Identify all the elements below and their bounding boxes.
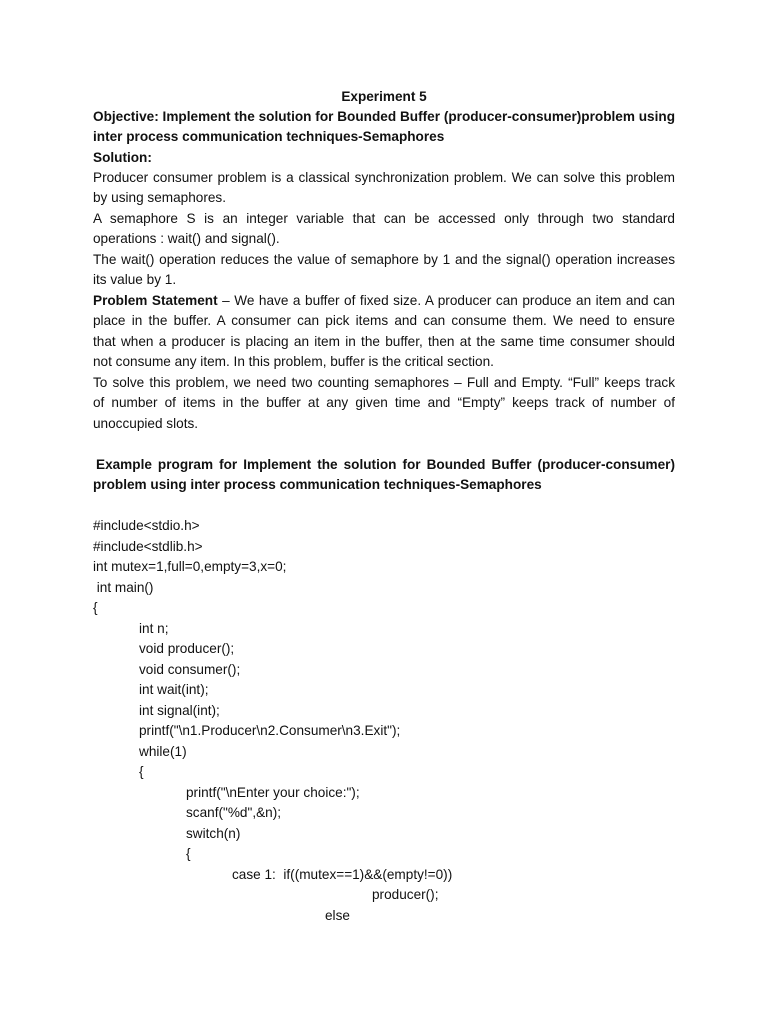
paragraph-4-line-1 bbox=[93, 291, 675, 312]
example-heading-line-2: problem using inter process communication techniques-Semaphores bbox=[93, 477, 542, 492]
code-line-12: while(1) bbox=[139, 744, 187, 759]
paragraph-1-line-1: Producer consumer problem is a classical synchronization problem. We can solve this problem bbox=[93, 170, 675, 185]
code-line-19: producer(); bbox=[372, 887, 439, 902]
code-line-18: case 1: if((mutex==1)&&(empty!=0)) bbox=[232, 867, 453, 882]
code-line-17: { bbox=[186, 846, 191, 861]
paragraph-1-line-2: by using semaphores. bbox=[93, 190, 226, 205]
code-line-11: printf("\n1.Producer\n2.Consumer\n3.Exit"); bbox=[139, 723, 401, 738]
code-line-7: void producer(); bbox=[139, 641, 235, 656]
code-line-10: int signal(int); bbox=[139, 703, 220, 718]
document-title: Experiment 5 bbox=[341, 89, 427, 104]
paragraph-2-line-2: operations : wait() and signal(). bbox=[93, 231, 280, 246]
code-line-1: #include<stdio.h> bbox=[93, 518, 200, 533]
paragraph-2-line-1: A semaphore S is an integer variable that can be accessed only through two standard bbox=[93, 211, 675, 226]
problem-statement-label: Problem Statement bbox=[93, 293, 218, 308]
code-line-6: int n; bbox=[139, 621, 169, 636]
example-heading-line-1: Example program for Implement the solution for Bounded Buffer (producer-consumer) bbox=[96, 457, 675, 472]
paragraph-4-line-1-text: – We have a buffer of fixed size. A producer can produce an item and can bbox=[217, 293, 675, 308]
paragraph-3-line-2: its value by 1. bbox=[93, 272, 177, 287]
paragraph-5-line-2: of number of items in the buffer at any given time and “Empty” keeps track of number of bbox=[93, 395, 675, 410]
solution-heading: Solution: bbox=[93, 150, 152, 165]
paragraph-5-line-3: unoccupied slots. bbox=[93, 416, 199, 431]
code-line-2: #include<stdlib.h> bbox=[93, 539, 203, 554]
code-line-20: else bbox=[325, 908, 350, 923]
objective-line-1: Objective: Implement the solution for Bounded Buffer (producer-consumer)problem using bbox=[93, 109, 675, 124]
paragraph-4-line-4: not consume any item. In this problem, buffer is the critical section. bbox=[93, 354, 494, 369]
code-line-8: void consumer(); bbox=[139, 662, 241, 677]
paragraph-3-line-1: The wait() operation reduces the value of semaphore by 1 and the signal() operation increases bbox=[93, 252, 675, 267]
code-line-13: { bbox=[139, 764, 144, 779]
code-line-14: printf("\nEnter your choice:"); bbox=[186, 785, 360, 800]
objective-line-2: inter process communication techniques-Semaphores bbox=[93, 129, 445, 144]
paragraph-4-line-3: that when a producer is placing an item in the buffer, then at the same time consumer should bbox=[93, 334, 675, 349]
code-line-16: switch(n) bbox=[186, 826, 241, 841]
code-line-4: int main() bbox=[93, 580, 154, 595]
code-line-15: scanf("%d",&n); bbox=[186, 805, 282, 820]
code-line-5: { bbox=[93, 600, 98, 615]
paragraph-5-line-1: To solve this problem, we need two counting semaphores – Full and Empty. “Full” keeps track bbox=[93, 375, 675, 390]
code-line-9: int wait(int); bbox=[139, 682, 209, 697]
code-line-3: int mutex=1,full=0,empty=3,x=0; bbox=[93, 559, 287, 574]
paragraph-4-line-2: place in the buffer. A consumer can pick items and can consume them. We need to ensure bbox=[93, 313, 675, 328]
